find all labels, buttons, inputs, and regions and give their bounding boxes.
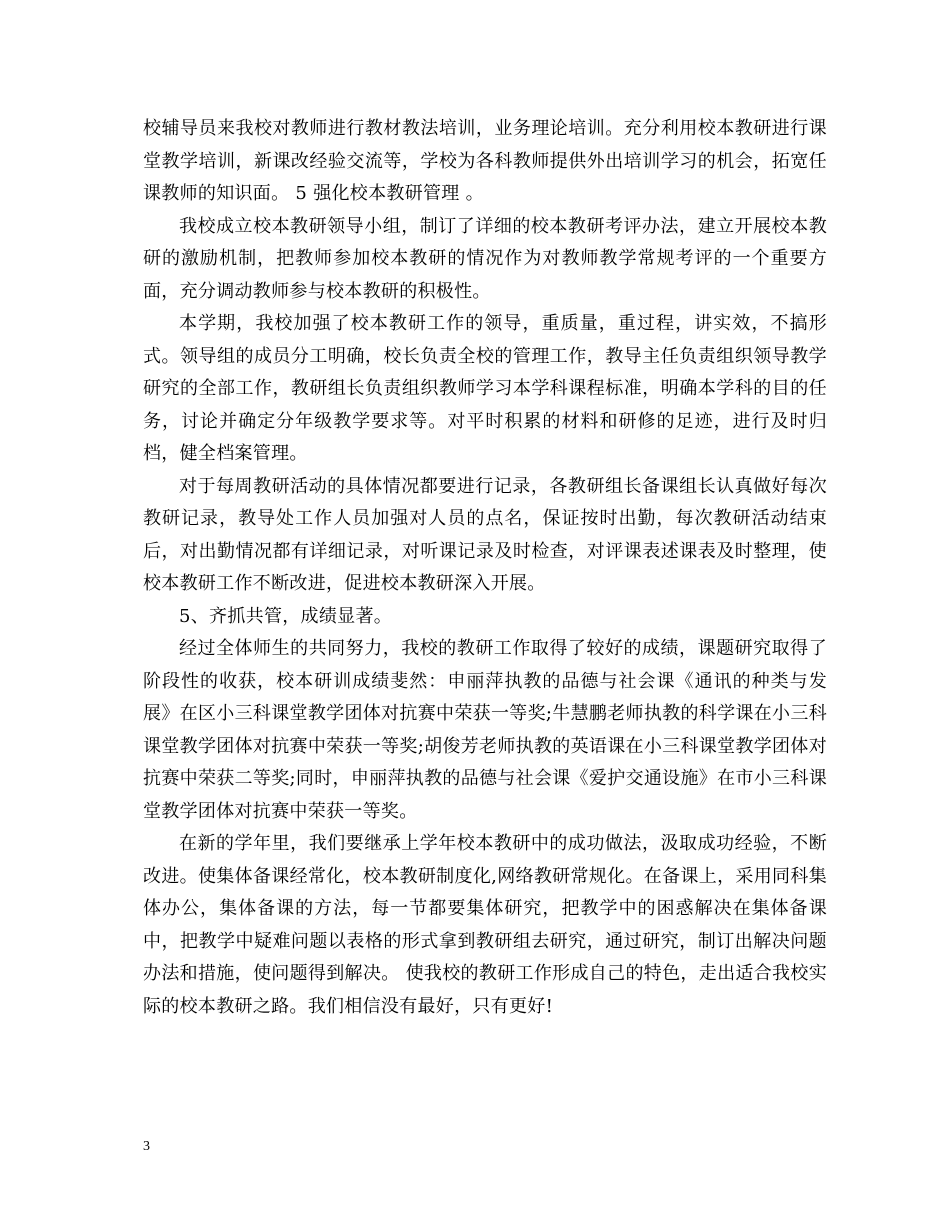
paragraph-achievements: 经过全体师生的共同努力，我校的教研工作取得了较好的成绩，课题研究取得了阶段性的收获，校本研训成绩斐然：申丽萍执教的品德与社会课《通讯的种类与发展》在区小三科课堂教学团体对抗赛中荣获一等奖;牛慧鹏老师执教的科学课在小三科课堂教学团体对抗赛中荣获一等奖;胡俊芳老师执教的英语课在小三科课堂教学团体对抗赛中荣获二等奖;同时，申丽萍执教的品德与社会课《爱护交通设施》在市小三科课堂教学团体对抗赛中荣获一等奖。: [143, 638, 827, 822]
page-number: 3: [143, 1139, 150, 1154]
paragraph-leadership-group: 我校成立校本教研领导小组，制订了详细的校本教研考评办法，建立开展校本教研的激励机制，把教师参加校本教研的情况作为对教师教学常规考评的一个重要方面，充分调动教师参与校本教研的积极性。: [143, 215, 827, 302]
paragraph-continuation: 校辅导员来我校对教师进行教材教法培训，业务理论培训。充分利用校本教研进行课堂教学培训，新课改经验交流等，学校为各科教师提供外出培训学习的机会，拓宽任课教师的知识面。 5 强化校本教研管理 。: [143, 118, 827, 204]
document-body: [143, 113, 827, 1023]
paragraph-new-year-plan: 在新的学年里，我们要继承上学年校本教研中的成功做法，汲取成功经验，不断改进。使集体备课经常化，校本教研制度化,网络教研常规化。在备课上，采用同科集体办公，集体备课的方法，每一节都要集体研究，把教学中的困惑解决在集体备课中，把教学中疑难问题以表格的形式拿到教研组去研究，通过研究，制订出解决问题办法和措施，使问题得到解决。 使我校的教研工作形成自己的特色，走出适合我校实际的校本教研之路。我们相信没有最好，只有更好!: [143, 833, 827, 1017]
paragraph-weekly-records: 对于每周教研活动的具体情况都要进行记录，各教研组长备课组长认真做好每次教研记录，教导处工作人员加强对人员的点名，保证按时出勤，每次教研活动结束后，对出勤情况都有详细记录，对听课记录及时检查，对评课表述课表及时整理，使校本教研工作不断改进，促进校本教研深入开展。: [143, 475, 827, 594]
section-heading: 5、齐抓共管，成绩显著。: [179, 605, 393, 627]
paragraph-semester-work: 本学期，我校加强了校本教研工作的领导，重质量，重过程，讲实效，不搞形式。领导组的成员分工明确，校长负责全校的管理工作，教导主任负责组织领导教学研究的全部工作，教研组长负责组织教师学习本学科课程标准，明确本学科的目的任务，讨论并确定分年级教学要求等。对平时积累的材料和研修的足迹，进行及时归档，健全档案管理。: [143, 313, 827, 464]
